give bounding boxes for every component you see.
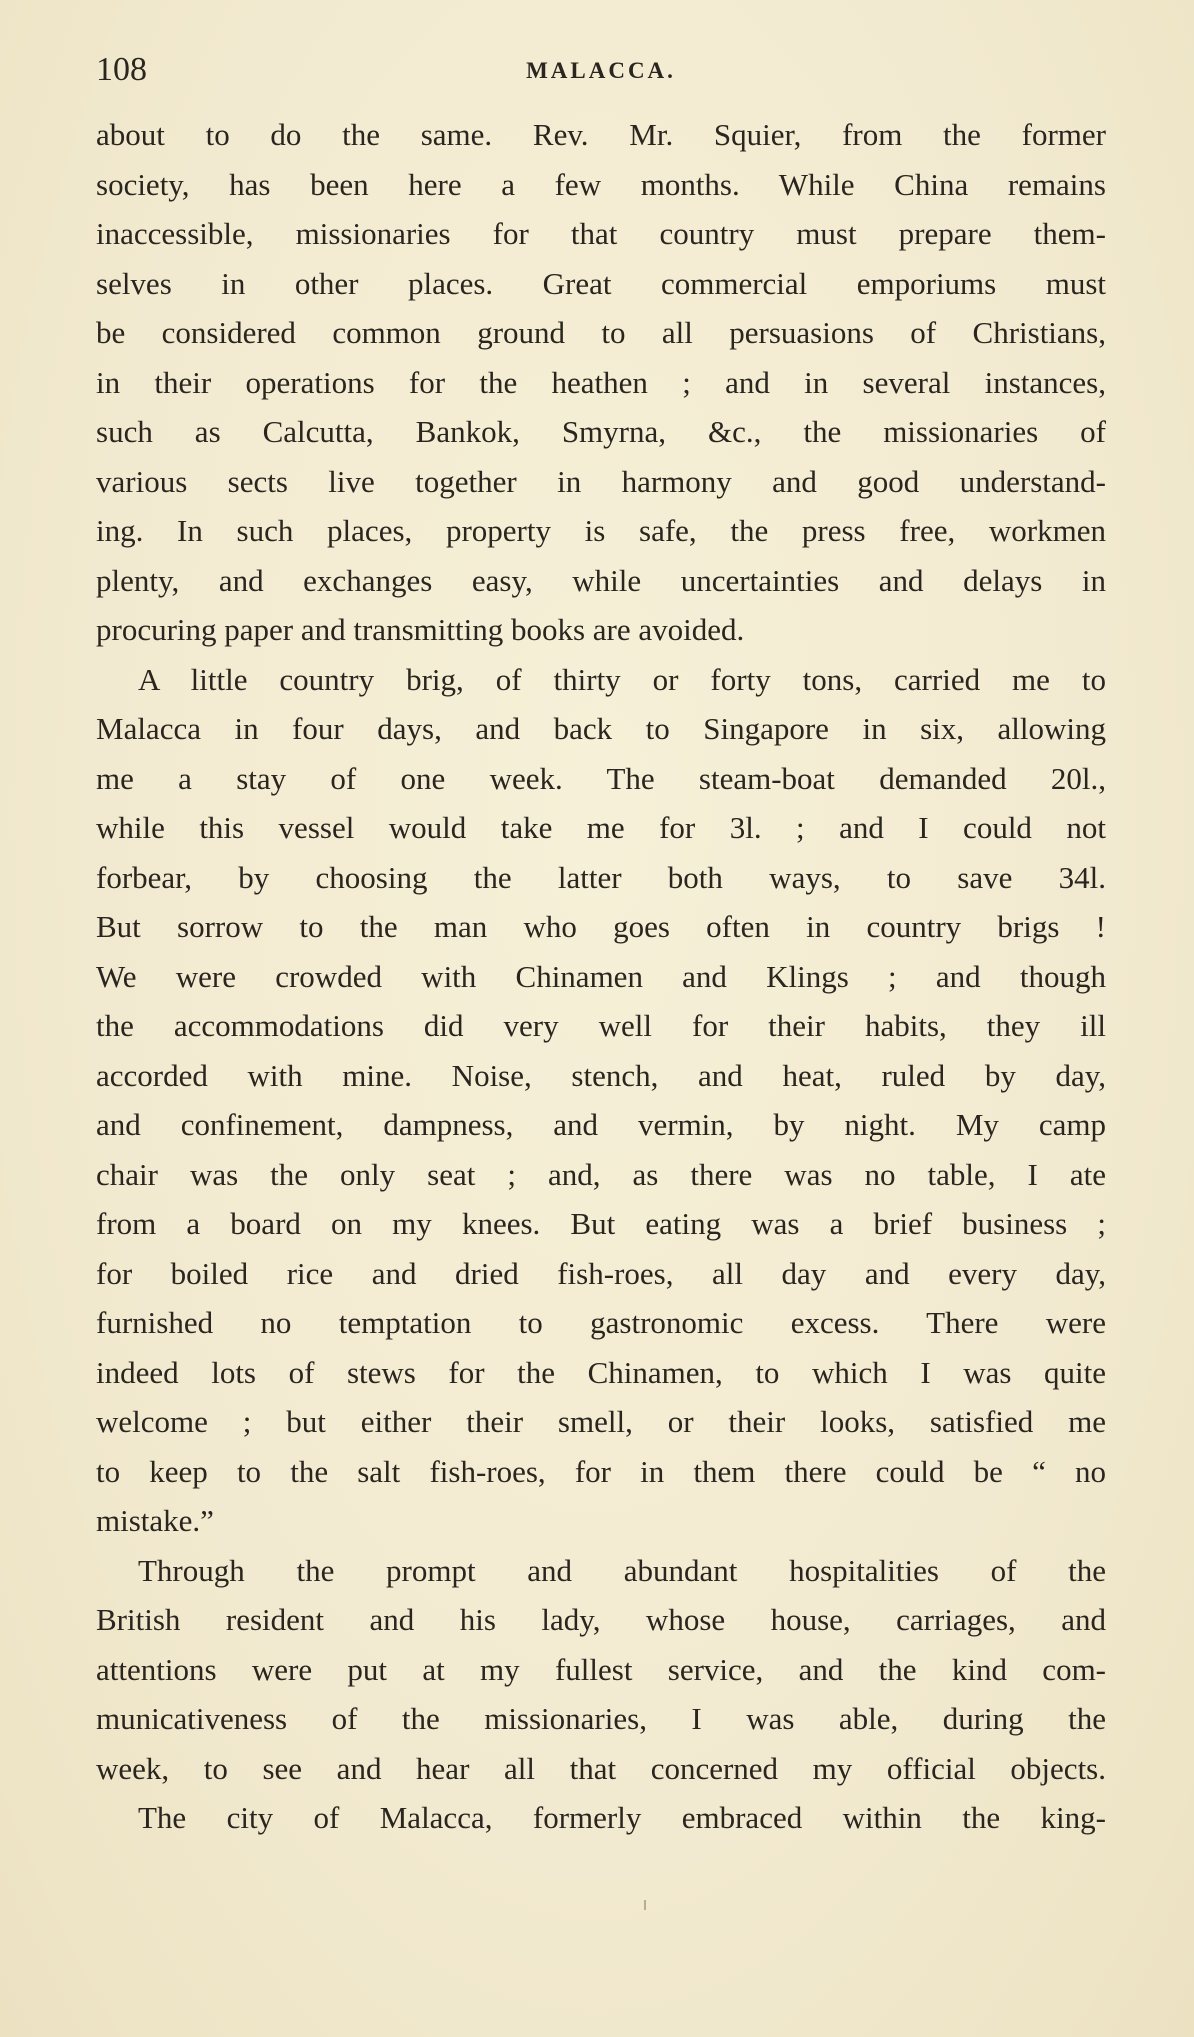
text-line: welcome ; but either their smell, or their looks, satisfied me (96, 1404, 1106, 1439)
text-line: But sorrow to the man who goes often in country brigs ! (96, 909, 1106, 944)
text-line: about to do the same. Rev. Mr. Squier, from the former (96, 117, 1106, 152)
text-line: while this vessel would take me for 3l. ; and I could not (96, 810, 1106, 845)
text-line: society, has been here a few months. While China remains (96, 166, 1106, 202)
running-head: MALACCA. (526, 58, 676, 83)
text-line: various sects live together in harmony and good understand- (96, 463, 1106, 499)
text-line: furnished no temptation to gastronomic excess. There were (96, 1305, 1106, 1340)
text-line: inaccessible, missionaries for that country must prepare them- (96, 216, 1106, 251)
text-line: mistake.” (96, 1503, 214, 1538)
text-line: for boiled rice and dried fish-roes, all day and every day, (96, 1255, 1106, 1291)
text-line: forbear, by choosing the latter both ways, to save 34l. (96, 859, 1106, 895)
text-line: British resident and his lady, whose house, carriages, and (96, 1602, 1106, 1637)
text-line: plenty, and exchanges easy, while uncertainties and delays in (96, 562, 1106, 598)
text-line: Malacca in four days, and back to Singapore in six, allowing (96, 711, 1106, 746)
text-line: me a stay of one week. The steam-boat demanded 20l., (96, 760, 1106, 796)
text-line: procuring paper and transmitting books are avoided. (96, 612, 745, 647)
ink-speck (644, 1900, 646, 1910)
text-line: A little country brig, of thirty or forty tons, carried me to (138, 661, 1106, 697)
body-text (96, 110, 1106, 1843)
text-line: and confinement, dampness, and vermin, by night. My camp (96, 1107, 1106, 1142)
text-line: week, to see and hear all that concerned my official objects. (96, 1750, 1106, 1786)
text-line: to keep to the salt fish-roes, for in them there could be “ no (96, 1453, 1106, 1489)
text-line: ing. In such places, property is safe, the press free, workmen (96, 513, 1106, 548)
text-line: chair was the only seat ; and, as there was no table, I ate (96, 1156, 1106, 1192)
text-line: such as Calcutta, Bankok, Smyrna, &c., the missionaries of (96, 414, 1106, 449)
text-line: selves in other places. Great commercial emporiums must (96, 265, 1106, 301)
text-line: attentions were put at my fullest service, and the kind com- (96, 1651, 1106, 1687)
text-line: accorded with mine. Noise, stench, and heat, ruled by day, (96, 1057, 1106, 1093)
text-line: be considered common ground to all persuasions of Christians, (96, 315, 1106, 350)
text-line: from a board on my knees. But eating was a brief business ; (96, 1206, 1106, 1241)
text-line: indeed lots of stews for the Chinamen, to which I was quite (96, 1354, 1106, 1390)
text-line: The city of Malacca, formerly embraced within the king- (138, 1800, 1106, 1835)
text-line: the accommodations did very well for their habits, they ill (96, 1008, 1106, 1043)
page-header (96, 50, 1106, 90)
text-line: municativeness of the missionaries, I was able, during the (96, 1701, 1106, 1736)
text-line: Through the prompt and abundant hospitalities of the (138, 1552, 1106, 1588)
text-line: We were crowded with Chinamen and Klings ; and though (96, 958, 1106, 994)
page-number: 108 (96, 51, 147, 88)
text-line: in their operations for the heathen ; and in several instances, (96, 364, 1106, 400)
